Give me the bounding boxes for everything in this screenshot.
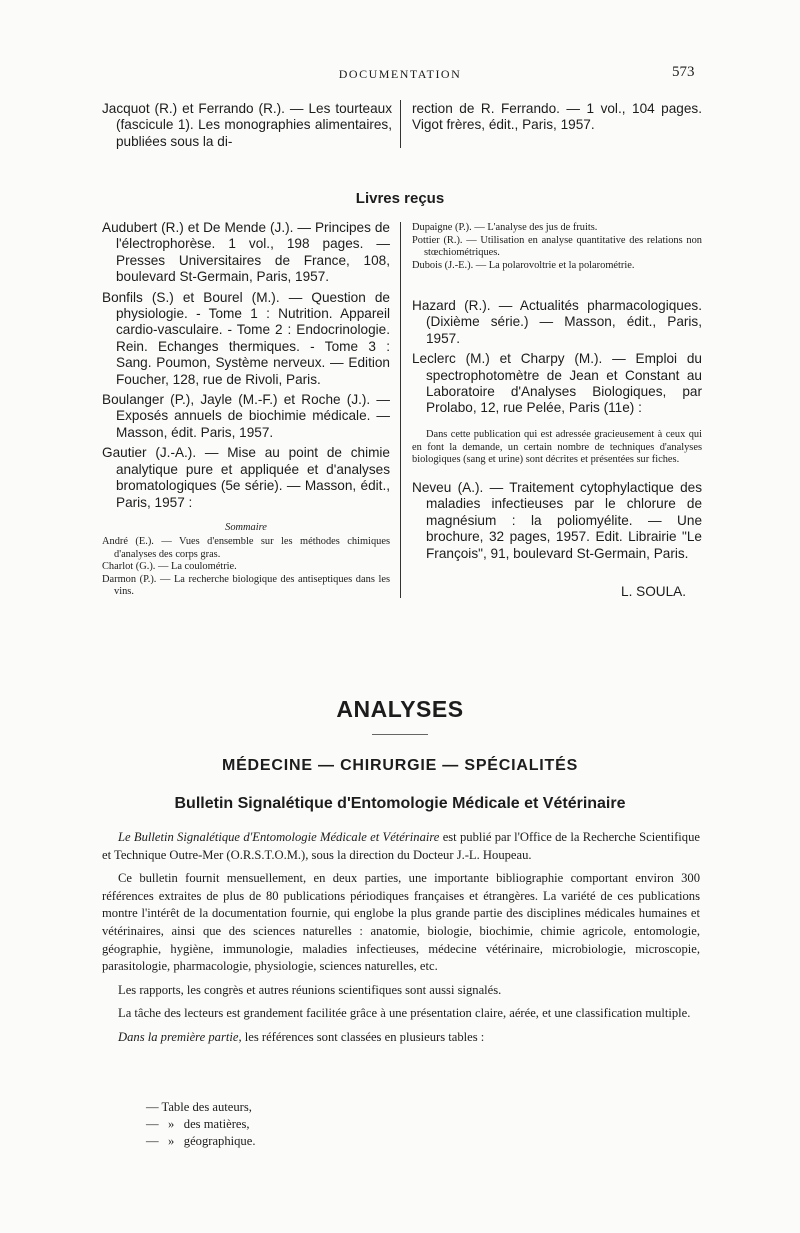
right-small-entries	[412, 222, 702, 272]
sommaire-darmon: Darmon (P.). — La recherche biologique des antiseptiques dans les vins.	[102, 573, 390, 598]
running-header: DOCUMENTATION	[338, 67, 462, 81]
table-item-geographique: — » géographique.	[146, 1134, 256, 1148]
entry-dupaigne: Dupaigne (P.). — L'analyse des jus de fruits.	[412, 222, 598, 233]
analyses-title: ANALYSES	[336, 696, 464, 722]
signature: L. SOULA.	[621, 584, 686, 599]
left-column	[102, 220, 390, 511]
entry-dubois: Dubois (J.-E.). — La polarovoltrie et la polarométrie.	[412, 259, 635, 271]
sommaire-charlot: Charlot (G.). — La coulométrie.	[102, 561, 237, 573]
top-left-text: Jacquot (R.) et Ferrando (R.). — Les tourteaux (fascicule 1). Les monographies alimentaires, publiées sous la di-	[102, 101, 392, 149]
paragraph-4: La tâche des lecteurs est grandement facilitée grâce à une présentation claire, aérée, et une classification multiple.	[118, 1006, 691, 1021]
bulletin-title: Bulletin Signalétique d'Entomologie Médicale et Vétérinaire	[174, 795, 626, 812]
analyses-subtitle: MÉDECINE — CHIRURGIE — SPÉCIALITÉS	[221, 757, 579, 774]
entry-bonfils: Bonfils (S.) et Bourel (M.). — Question de physiologie. - Tome 1 : Nutrition. Appareil cardio-vasculaire. - Tome 2 : Endocrinologie. Rein. Echanges thermiques. - Tome 3 : Sang. Poumon, Système nerveux. — Edition Foucher, 128, rue de Rivoli, Paris.	[102, 289, 390, 387]
p5-italic: Dans la première partie,	[118, 1029, 242, 1044]
paragraph-3: Les rapports, les congrès et autres réunions scientifiques sont aussi signalés.	[118, 982, 502, 997]
paragraph-5	[102, 1029, 700, 1047]
entry-leclerc: Leclerc (M.) et Charpy (M.). — Emploi du spectrophotomètre de Jean et Constant au Laboratoire d'Analyses Biologiques, par Prolabo, 12, rue Pelée, Paris (11e) :	[412, 351, 702, 416]
column-divider-main	[400, 222, 401, 598]
entry-neveu: Neveu (A.). — Traitement cytophylactique des maladies infectieuses par le chlorure de magnésium : la poliomyélite. — Une brochure, 32 pages, 1957. Edit. Librairie "Le François", 91, boulevard St-Germain, Paris.	[412, 480, 702, 561]
paragraph-1	[102, 829, 700, 864]
note-text: Dans cette publication qui est adressée gracieusement à ceux qui en font la demande, un certain nombre de techniques d'analyses biologiques (sang et urine) sont décrites et présentées sur fiches.	[412, 429, 702, 466]
entry-neveu-block	[412, 480, 702, 562]
sommaire-andre: André (E.). — Vues d'ensemble sur les méthodes chimiques d'analyses des corps gras.	[102, 536, 390, 560]
column-divider-top	[400, 100, 401, 148]
entry-gautier: Gautier (J.-A.). — Mise au point de chimie analytique pure et appliquée et d'analyses bromatologiques (5e série). — Masson, édit., Paris, 1957 :	[102, 445, 390, 510]
top-left-entry	[102, 101, 392, 150]
section-title-livres-recus: Livres reçus	[355, 190, 445, 207]
entry-hazard: Hazard (R.). — Actualités pharmacologiques. (Dixième série.) — Masson, édit., Paris, 1957.	[412, 298, 702, 346]
entry-audubert: Audubert (R.) et De Mende (J.). — Principes de l'électrophorèse. 1 vol., 198 pages. — Presses Universitaires de France, 108, boulevard St-Germain, Paris, 1957.	[102, 220, 390, 285]
p1-rest: est publié par l'Office de la Recherche Scientifique et Technique Outre-Mer (O.R.S.T.O.M.), sous la direction du Docteur J.-L. Houpeau.	[102, 830, 700, 862]
right-entries	[412, 298, 702, 417]
title-rule	[372, 734, 428, 735]
table-item-auteurs: — Table des auteurs,	[146, 1100, 252, 1114]
top-right-entry	[412, 101, 702, 134]
table-item-matieres: — » des matières,	[146, 1117, 250, 1131]
sommaire-title: Sommaire	[225, 522, 267, 533]
sommaire-list	[102, 536, 390, 599]
p5-rest: les références sont classées en plusieurs tables :	[241, 1029, 485, 1044]
top-right-text: rection de R. Ferrando. — 1 vol., 104 pages. Vigot frères, édit., Paris, 1957.	[412, 101, 702, 133]
paragraph-2: Ce bulletin fournit mensuellement, en deux parties, une importante bibliographie comportant environ 300 références extraites de plus de 80 publications périodiques françaises et étrangères. La variété de ces publications montre l'intérêt de la documentation fournie, qui englobe la plus grande partie des disciplines médicales humaines et vétérinaires, ainsi que des sciences naturelles : anatomie, biologie, biochimie, chimie agricole, entomologie, géographie, hygiène, immunologie, maladies infectieuses, médecine vétérinaire, microbiologie, microscopie, parasitologie, pharmacologie, physiologie, sciences naturelles, etc.	[102, 871, 700, 974]
entry-pottier: Pottier (R.). — Utilisation en analyse quantitative des relations non stœchiométriques.	[412, 234, 702, 259]
page-number: 573	[672, 64, 695, 80]
tables-list	[146, 1099, 446, 1150]
entry-boulanger: Boulanger (P.), Jayle (M.-F.) et Roche (J.). — Exposés annuels de biochimie médicale. — Masson, édit. Paris, 1957.	[102, 392, 390, 440]
leclerc-note	[412, 429, 702, 467]
p1-italic: Le Bulletin Signalétique d'Entomologie Médicale et Vétérinaire	[118, 830, 440, 844]
analyses-body	[102, 829, 700, 1047]
